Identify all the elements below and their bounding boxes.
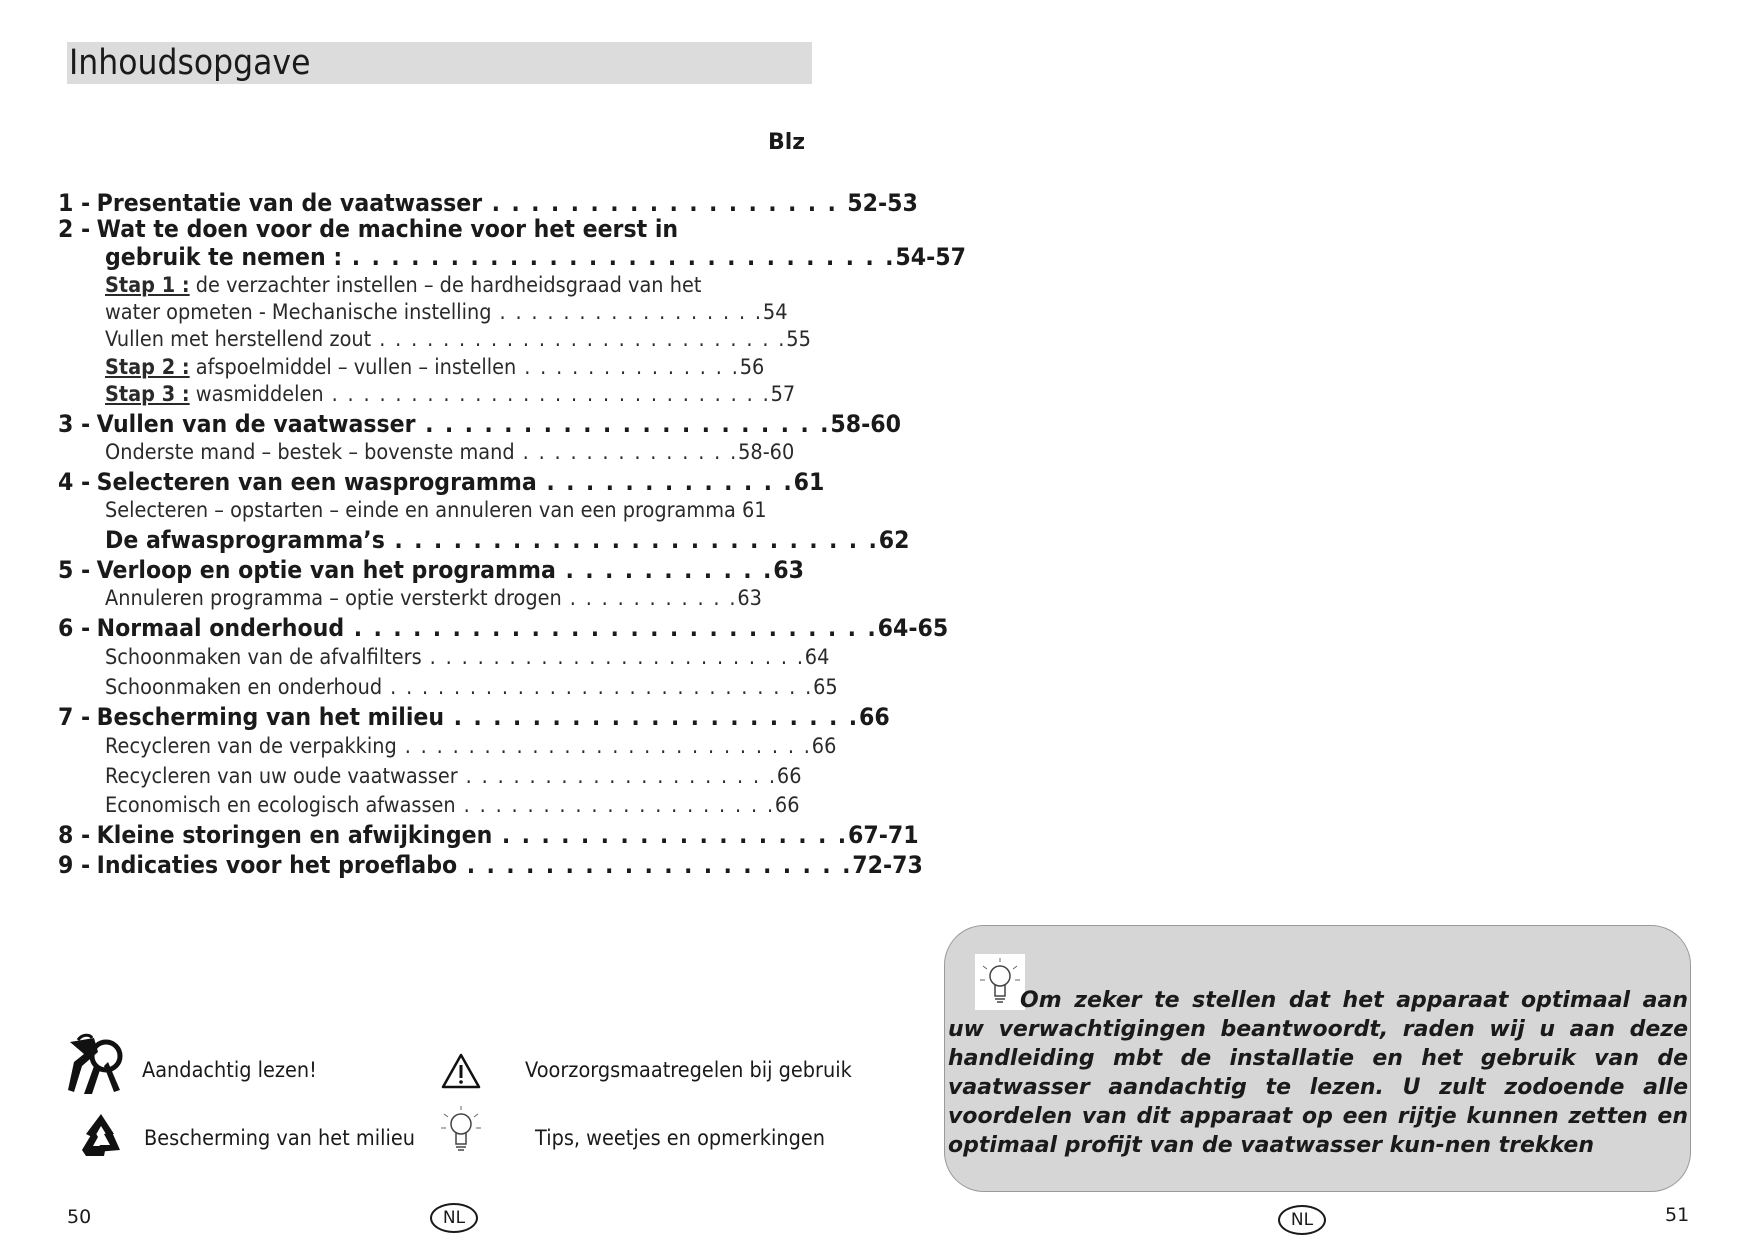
right-page-number: 51 [1665, 1204, 1690, 1226]
toc-subentry[interactable]: Economisch en ecologisch afwassen . . . . . . . . . . . . . . . . . . . .66 [105, 793, 800, 817]
toc-entry-6[interactable]: 6 - Normaal onderhoud . . . . . . . . . . . . . . . . . . . . . . . . . . .64-65 [58, 614, 949, 642]
language-badge-right: NL [1278, 1205, 1326, 1235]
page-title: Inhoudsopgave [69, 43, 311, 83]
toc-subentry[interactable]: Stap 1 : de verzachter instellen – de hardheidsgraad van het [105, 273, 702, 297]
toc-entry-2-cont[interactable]: gebruik te nemen : . . . . . . . . . . . . . . . . . . . . . . . . . . . .54-57 [105, 243, 967, 271]
legend-read-label: Aandachtig lezen! [142, 1058, 317, 1082]
toc-subentry[interactable]: Recycleren van uw oude vaatwasser . . . . . . . . . . . . . . . . . . . .66 [105, 764, 802, 788]
toc-entry-1[interactable]: 1 - Presentatie van de vaatwasser . . . . . . . . . . . . . . . . . . 52-53 [58, 189, 918, 217]
lightbulb-icon [436, 1102, 486, 1158]
toc-subentry[interactable]: Stap 2 : afspoelmiddel – vullen – instellen . . . . . . . . . . . . . .56 [105, 355, 765, 379]
toc-entry-4[interactable]: 4 - Selecteren van een wasprogramma . . . . . . . . . . . . .61 [58, 468, 825, 496]
legend-precautions-label: Voorzorgsmaatregelen bij gebruik [525, 1058, 852, 1082]
toc-subentry[interactable]: Onderste mand – bestek – bovenste mand . . . . . . . . . . . . . .58-60 [105, 440, 795, 464]
toc-subentry[interactable]: Selecteren – opstarten – einde en annuleren van een programma 61 [105, 498, 767, 522]
left-page-number: 50 [67, 1206, 92, 1228]
toc-subentry[interactable]: Schoonmaken van de afvalfilters . . . . . . . . . . . . . . . . . . . . . . . .64 [105, 645, 830, 669]
toc-entry-5[interactable]: 5 - Verloop en optie van het programma . . . . . . . . . . .63 [58, 556, 804, 584]
legend-tips-label: Tips, weetjes en opmerkingen [535, 1126, 826, 1150]
toc-subentry[interactable]: Stap 3 : wasmiddelen . . . . . . . . . . . . . . . . . . . . . . . . . . . .57 [105, 382, 796, 406]
toc-entry-2[interactable]: 2 - Wat te doen voor de machine voor het eerst in [58, 215, 679, 243]
toc-subentry[interactable]: water opmeten - Mechanische instelling . . . . . . . . . . . . . . . . .54 [105, 300, 788, 324]
toc-subentry[interactable]: Recycleren van de verpakking . . . . . . . . . . . . . . . . . . . . . . . . . .66 [105, 734, 837, 758]
tip-box [944, 925, 1691, 1192]
warning-triangle-icon [440, 1052, 482, 1090]
toc-entry-9[interactable]: 9 - Indicaties voor het proeflabo . . . . . . . . . . . . . . . . . . . .72-73 [58, 851, 923, 879]
tip-text: Om zeker te stellen dat het apparaat optimaal aan uw verwachtigingen beantwoordt, raden wij u aan deze handleiding mbt de installatie en het gebruik van de vaatwasser aandachtig te lezen. U zult zodoende alle voordelen van dit apparaat op een rijtje kunnen zetten en optimaal profijt van de vaatwasser kun-nen trekken [948, 988, 1688, 1158]
toc-subentry[interactable]: Vullen met herstellend zout . . . . . . . . . . . . . . . . . . . . . . . . . .55 [105, 327, 811, 351]
toc-subentry-bold[interactable]: De afwasprogramma’s . . . . . . . . . . . . . . . . . . . . . . . . .62 [105, 526, 910, 554]
toc-entry-3[interactable]: 3 - Vullen van de vaatwasser . . . . . . . . . . . . . . . . . . . . .58-60 [58, 410, 902, 438]
legend-environment-label: Bescherming van het milieu [144, 1126, 415, 1150]
page-column-label: Blz [768, 130, 806, 155]
toc-subentry[interactable]: Annuleren programma – optie versterkt drogen . . . . . . . . . . .63 [105, 586, 762, 610]
language-badge-left: NL [430, 1203, 478, 1233]
recycle-icon [74, 1110, 128, 1164]
title-bar [67, 42, 812, 84]
toc-entry-8[interactable]: 8 - Kleine storingen en afwijkingen . . . . . . . . . . . . . . . . . .67-71 [58, 821, 919, 849]
toc-subentry[interactable]: Schoonmaken en onderhoud . . . . . . . . . . . . . . . . . . . . . . . . . . .65 [105, 675, 838, 699]
toc-entry-7[interactable]: 7 - Bescherming van het milieu . . . . . . . . . . . . . . . . . . . . .66 [58, 703, 890, 731]
reading-figure-icon [64, 1032, 126, 1098]
